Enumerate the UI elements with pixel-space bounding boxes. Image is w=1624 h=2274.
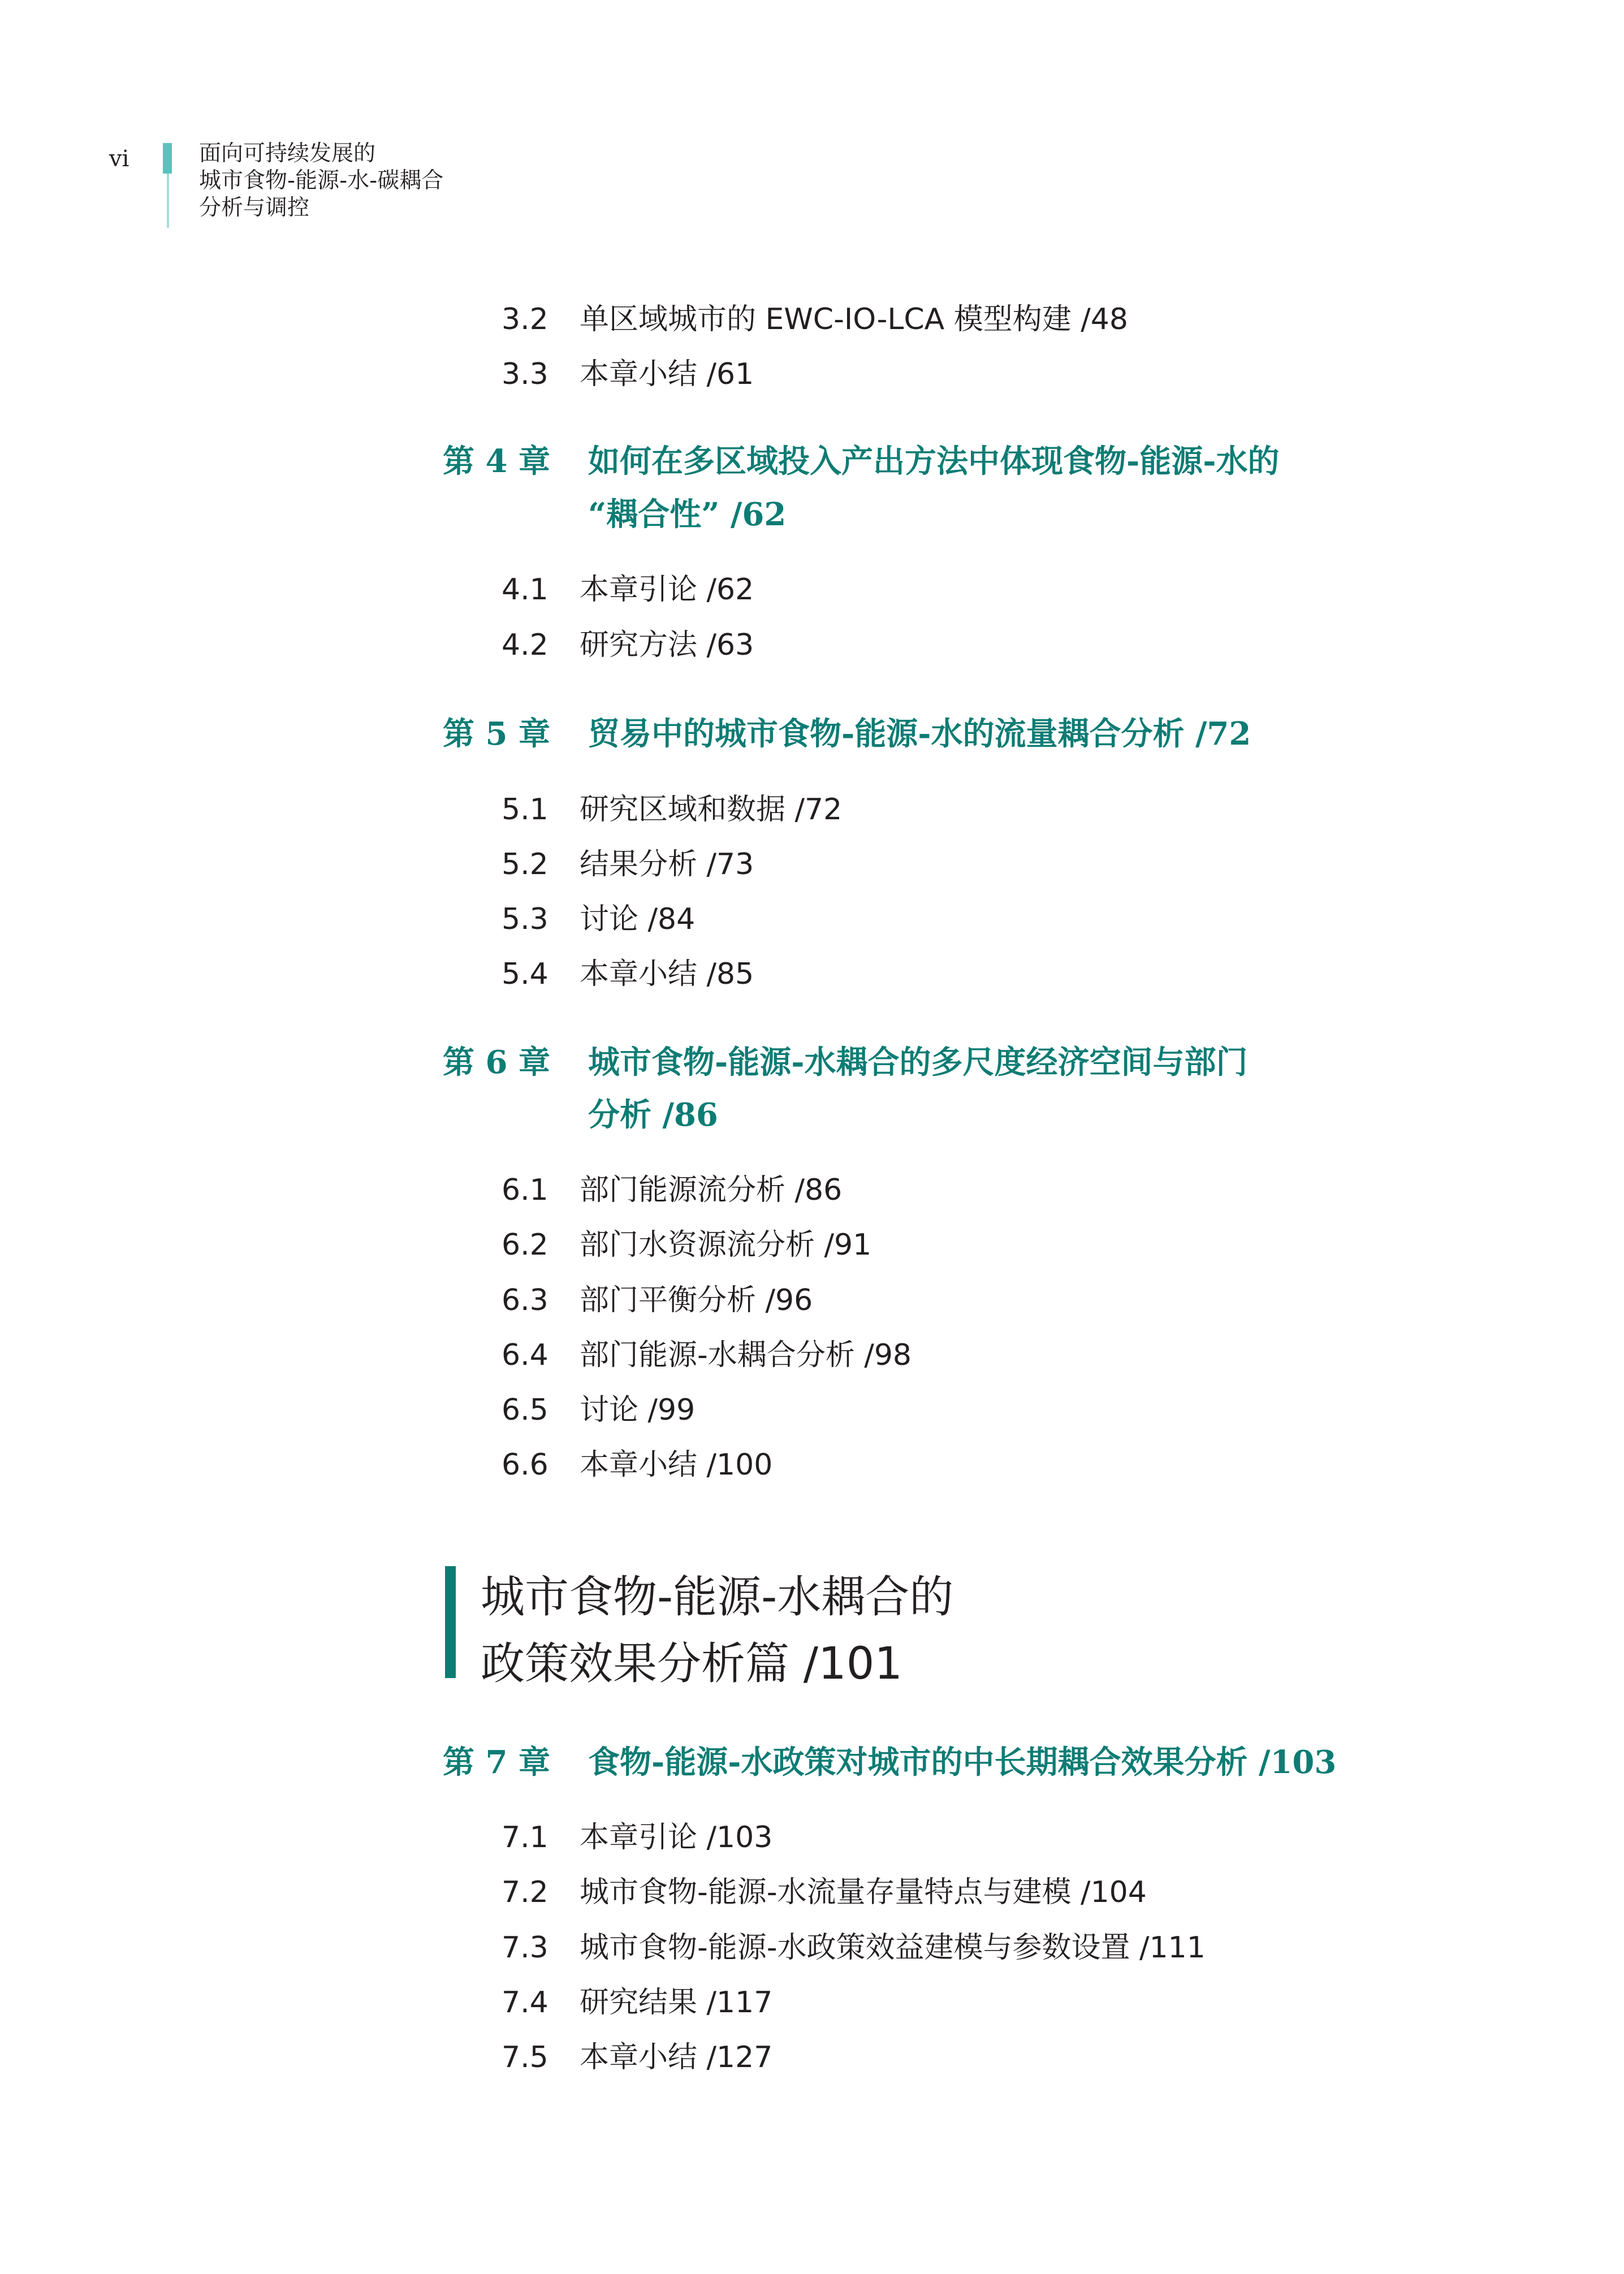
section-title: 研究结果 /117 xyxy=(580,1986,773,2020)
section-title: 研究区域和数据 /72 xyxy=(580,793,843,827)
section-title: 城市食物-能源-水政策效益建模与参数设置 /111 xyxy=(580,1931,1206,1965)
part-heading-line: 城市食物-能源-水耦合的 xyxy=(481,1572,954,1623)
section-number: 7.4 xyxy=(502,1986,548,2020)
section-title: 结果分析 /73 xyxy=(580,848,754,881)
chapter-label: 第 4 章 xyxy=(443,443,550,480)
section-number: 6.1 xyxy=(502,1173,548,1207)
toc-section-5-4 xyxy=(502,950,754,992)
toc-chapter-4 xyxy=(443,436,1279,482)
section-title: 本章引论 /103 xyxy=(580,1821,773,1854)
toc-chapter-7 xyxy=(443,1737,1336,1783)
chapter-title: 如何在多区域投入产出方法中体现食物-能源-水的 xyxy=(588,443,1280,480)
section-number: 5.4 xyxy=(502,957,548,991)
toc-section-3-2 xyxy=(502,295,1128,338)
section-number: 6.2 xyxy=(502,1228,548,1262)
toc-section-7-2 xyxy=(502,1868,1147,1910)
section-title: 部门平衡分析 /96 xyxy=(580,1283,813,1317)
toc-section-7-1 xyxy=(502,1813,772,1856)
section-number: 3.2 xyxy=(502,302,548,336)
section-title: 部门能源-水耦合分析 /98 xyxy=(580,1338,912,1372)
section-number: 7.1 xyxy=(502,1821,548,1854)
section-title: 研究方法 /63 xyxy=(580,628,754,662)
toc-section-7-4 xyxy=(502,1978,772,2021)
toc-section-6-2 xyxy=(502,1221,871,1263)
toc-section-5-2 xyxy=(502,840,754,883)
chapter-label: 第 7 章 xyxy=(443,1744,550,1781)
section-title: 本章小结 /85 xyxy=(580,957,754,991)
header-title-line: 面向可持续发展的 xyxy=(199,141,376,166)
toc-section-6-5 xyxy=(502,1386,695,1428)
toc-section-5-1 xyxy=(502,785,842,828)
toc-section-6-4 xyxy=(502,1331,912,1373)
toc-section-6-1 xyxy=(502,1166,842,1208)
section-number: 5.3 xyxy=(502,902,548,936)
toc-section-4-1 xyxy=(502,565,754,608)
chapter-title: 贸易中的城市食物-能源-水的流量耦合分析 /72 xyxy=(588,715,1251,753)
section-title: 本章小结 /127 xyxy=(580,2040,773,2074)
section-number: 4.2 xyxy=(502,628,548,662)
toc-section-7-5 xyxy=(502,2033,772,2076)
section-title: 本章小结 /100 xyxy=(580,1448,773,1482)
header-rule xyxy=(167,174,169,228)
header-title-line: 城市食物-能源-水-碳耦合 xyxy=(199,168,444,193)
header-accent-bar xyxy=(163,143,172,174)
running-header-title xyxy=(199,140,443,222)
section-title: 单区域城市的 EWC-IO-LCA 模型构建 /48 xyxy=(580,302,1128,336)
chapter-label: 第 5 章 xyxy=(443,715,550,753)
toc-section-6-6 xyxy=(502,1441,772,1483)
toc-section-6-3 xyxy=(502,1276,813,1318)
chapter-title-continued: 分析 /86 xyxy=(588,1096,718,1134)
section-number: 5.2 xyxy=(502,848,548,881)
section-number: 4.1 xyxy=(502,573,548,607)
section-title: 部门水资源流分析 /91 xyxy=(580,1228,872,1262)
page-number: vi xyxy=(109,146,129,172)
toc-chapter-5 xyxy=(443,709,1251,754)
section-title: 城市食物-能源-水流量存量特点与建模 /104 xyxy=(580,1875,1147,1909)
section-number: 6.4 xyxy=(502,1338,548,1372)
section-number: 7.5 xyxy=(502,2040,548,2074)
chapter-label: 第 6 章 xyxy=(443,1044,550,1081)
section-number: 6.3 xyxy=(502,1283,548,1317)
toc-section-7-3 xyxy=(502,1923,1206,1966)
toc-section-3-3 xyxy=(502,350,754,392)
chapter-title-continued: “耦合性” /62 xyxy=(588,496,787,533)
part-heading-line: 政策效果分析篇 /101 xyxy=(481,1639,902,1689)
section-number: 7.2 xyxy=(502,1875,548,1909)
header-title-line: 分析与调控 xyxy=(199,195,310,221)
toc-section-4-2 xyxy=(502,621,754,663)
toc-section-5-3 xyxy=(502,895,695,937)
section-number: 7.3 xyxy=(502,1931,548,1965)
section-title: 讨论 /84 xyxy=(580,902,696,936)
section-title: 讨论 /99 xyxy=(580,1393,696,1427)
chapter-title: 食物-能源-水政策对城市的中长期耦合效果分析 /103 xyxy=(588,1744,1337,1781)
toc-chapter-6 xyxy=(443,1037,1247,1083)
part-heading-bar xyxy=(445,1566,456,1678)
section-number: 3.3 xyxy=(502,357,548,391)
section-title: 本章小结 /61 xyxy=(580,357,754,391)
section-number: 5.1 xyxy=(502,793,548,827)
section-number: 6.6 xyxy=(502,1448,548,1482)
section-title: 部门能源流分析 /86 xyxy=(580,1173,843,1207)
section-number: 6.5 xyxy=(502,1393,548,1427)
chapter-title: 城市食物-能源-水耦合的多尺度经济空间与部门 xyxy=(588,1044,1248,1081)
section-title: 本章引论 /62 xyxy=(580,573,754,607)
